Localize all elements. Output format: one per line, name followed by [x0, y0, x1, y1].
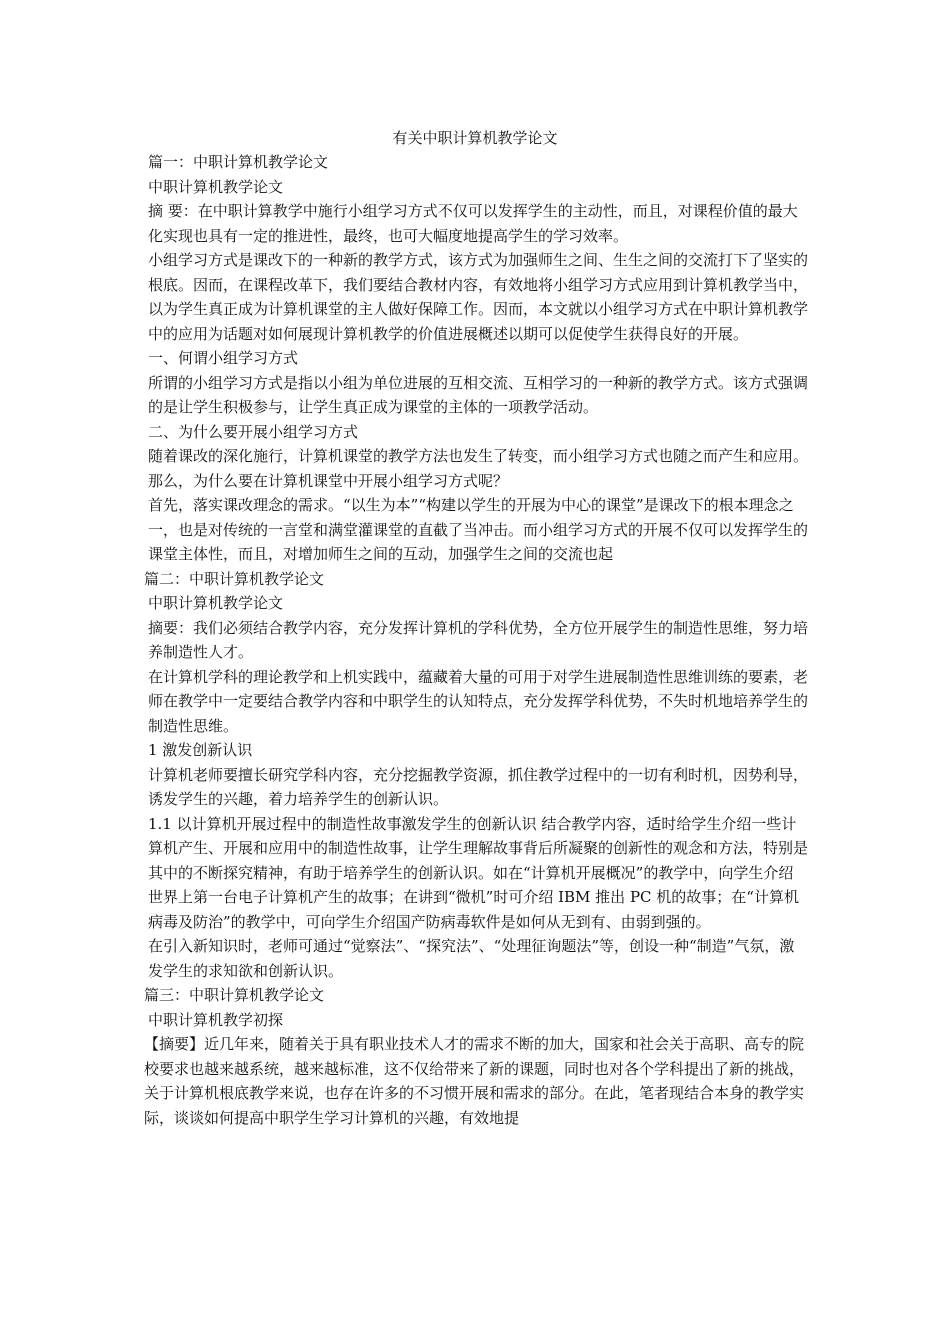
paragraph: 在引入新知识时，老师可通过“觉察法”、“探究法”、“处理征询题法”等，创设一种“制造”气氛，激发学生的求知欲和创新认识。 [148, 937, 795, 980]
paragraph: 篇一：中职计算机教学论文 [148, 153, 329, 171]
paragraph: 在计算机学科的理论教学和上机实践中，蕴藏着大量的可用于对学生进展制造性思维训练的要素，老师在教学中一定要结合教学内容和中职学生的认知特点，充分发挥学科优势，不失时机地培养学生的制造性思维。 [148, 667, 809, 735]
paragraph: 随着课改的深化施行，计算机课堂的教学方法也发生了转变，而小组学习方式也随之而产生和应用。那么，为什么要在计算机课堂中开展小组学习方式呢？ [148, 447, 809, 490]
paragraph: 摘要：我们必须结合教学内容，充分发挥计算机的学科优势，全方位开展学生的制造性思维，努力培养制造性人才。 [148, 618, 809, 661]
section-heading: 二、为什么要开展小组学习方式 [148, 422, 359, 441]
paragraph: 1.1 以计算机开展过程中的制造性故事激发学生的创新认识 结合教学内容，适时给学生介绍一些计算机产生、开展和应用中的制造性故事，让学生理解故事背后所凝聚的创新性的观念和方法，特别是其中的不断探究精神，有助于培养学生的创新认识。如在“计算机开展概况”的教学中，向学生介绍世界上第一台电子计算机产生的故事；在讲到“微机”时可介绍 IBM 推出 PC 机的故事；在“计算机病毒及防治”的教学中，可向学生介绍国产防病毒软件是如何从无到有、由弱到强的。 [148, 814, 809, 931]
paragraph: 中职计算机教学论文 [148, 594, 284, 612]
paragraph: 中职计算机教学初探 [148, 1010, 284, 1029]
section-heading: 1 激发创新认识 [148, 741, 253, 759]
section-heading: 篇二：中职计算机教学论文 [144, 569, 325, 588]
document-title: 有关中职计算机教学论文 [392, 129, 558, 147]
paragraph: 首先，落实课改理念的需求。“以生为本”“构建以学生的开展为中心的课堂”是课改下的根本理念之一，也是对传统的一言堂和满堂灌课堂的直截了当冲击。而小组学习方式的开展不仅可以发挥学生的课堂主体性，而且，对增加师生之间的互动，加强学生之间的交流也起 [148, 496, 809, 563]
paragraph: 所谓的小组学习方式是指以小组为单位进展的互相交流、互相学习的一种新的教学方式。该方式强调的是让学生积极参与，让学生真正成为课堂的主体的一项教学活动。 [148, 373, 809, 416]
paragraph: 摘 要：在中职计算教学中施行小组学习方式不仅可以发挥学生的主动性，而且，对课程价值的最大化实现也具有一定的推进性，最终，也可大幅度地提高学生的学习效率。 [148, 202, 798, 245]
paragraph: 小组学习方式是课改下的一种新的教学方式，该方式为加强师生之间、生生之间的交流打下了坚实的根底。因而，在课程改革下，我们要结合教材内容，有效地将小组学习方式应用到计算机教学当中，以为学生真正成为计算机课堂的主人做好保障工作。因而，本文就以小组学习方式在中职计算机教学中的应用为话题对如何展现计算机教学的价值进展概述以期可以促使学生获得良好的开展。 [148, 251, 809, 343]
section-heading: 篇三：中职计算机教学论文 [144, 986, 325, 1004]
section-heading: 一、何谓小组学习方式 [148, 349, 299, 367]
paragraph: 【摘要】近几年来，随着关于具有职业技术人才的需求不断的加大，国家和社会关于高职、高专的院校要求也越来越系统，越来越标准，这不仅给带来了新的课题，同时也对各个学科提出了新的挑战，关于计算机根底教学来说，也存在许多的不习惯开展和需求的部分。在此，笔者现结合本身的教学实际，谈谈如何提高中职学生学习计算机的兴趣，有效地提 [144, 1035, 805, 1127]
paragraph: 计算机老师要擅长研究学科内容，充分挖掘教学资源，抓住教学过程中的一切有利时机，因势利导，诱发学生的兴趣，着力培养学生的创新认识。 [148, 765, 809, 808]
paragraph: 中职计算机教学论文 [148, 177, 284, 196]
document-body [144, 150, 808, 1130]
